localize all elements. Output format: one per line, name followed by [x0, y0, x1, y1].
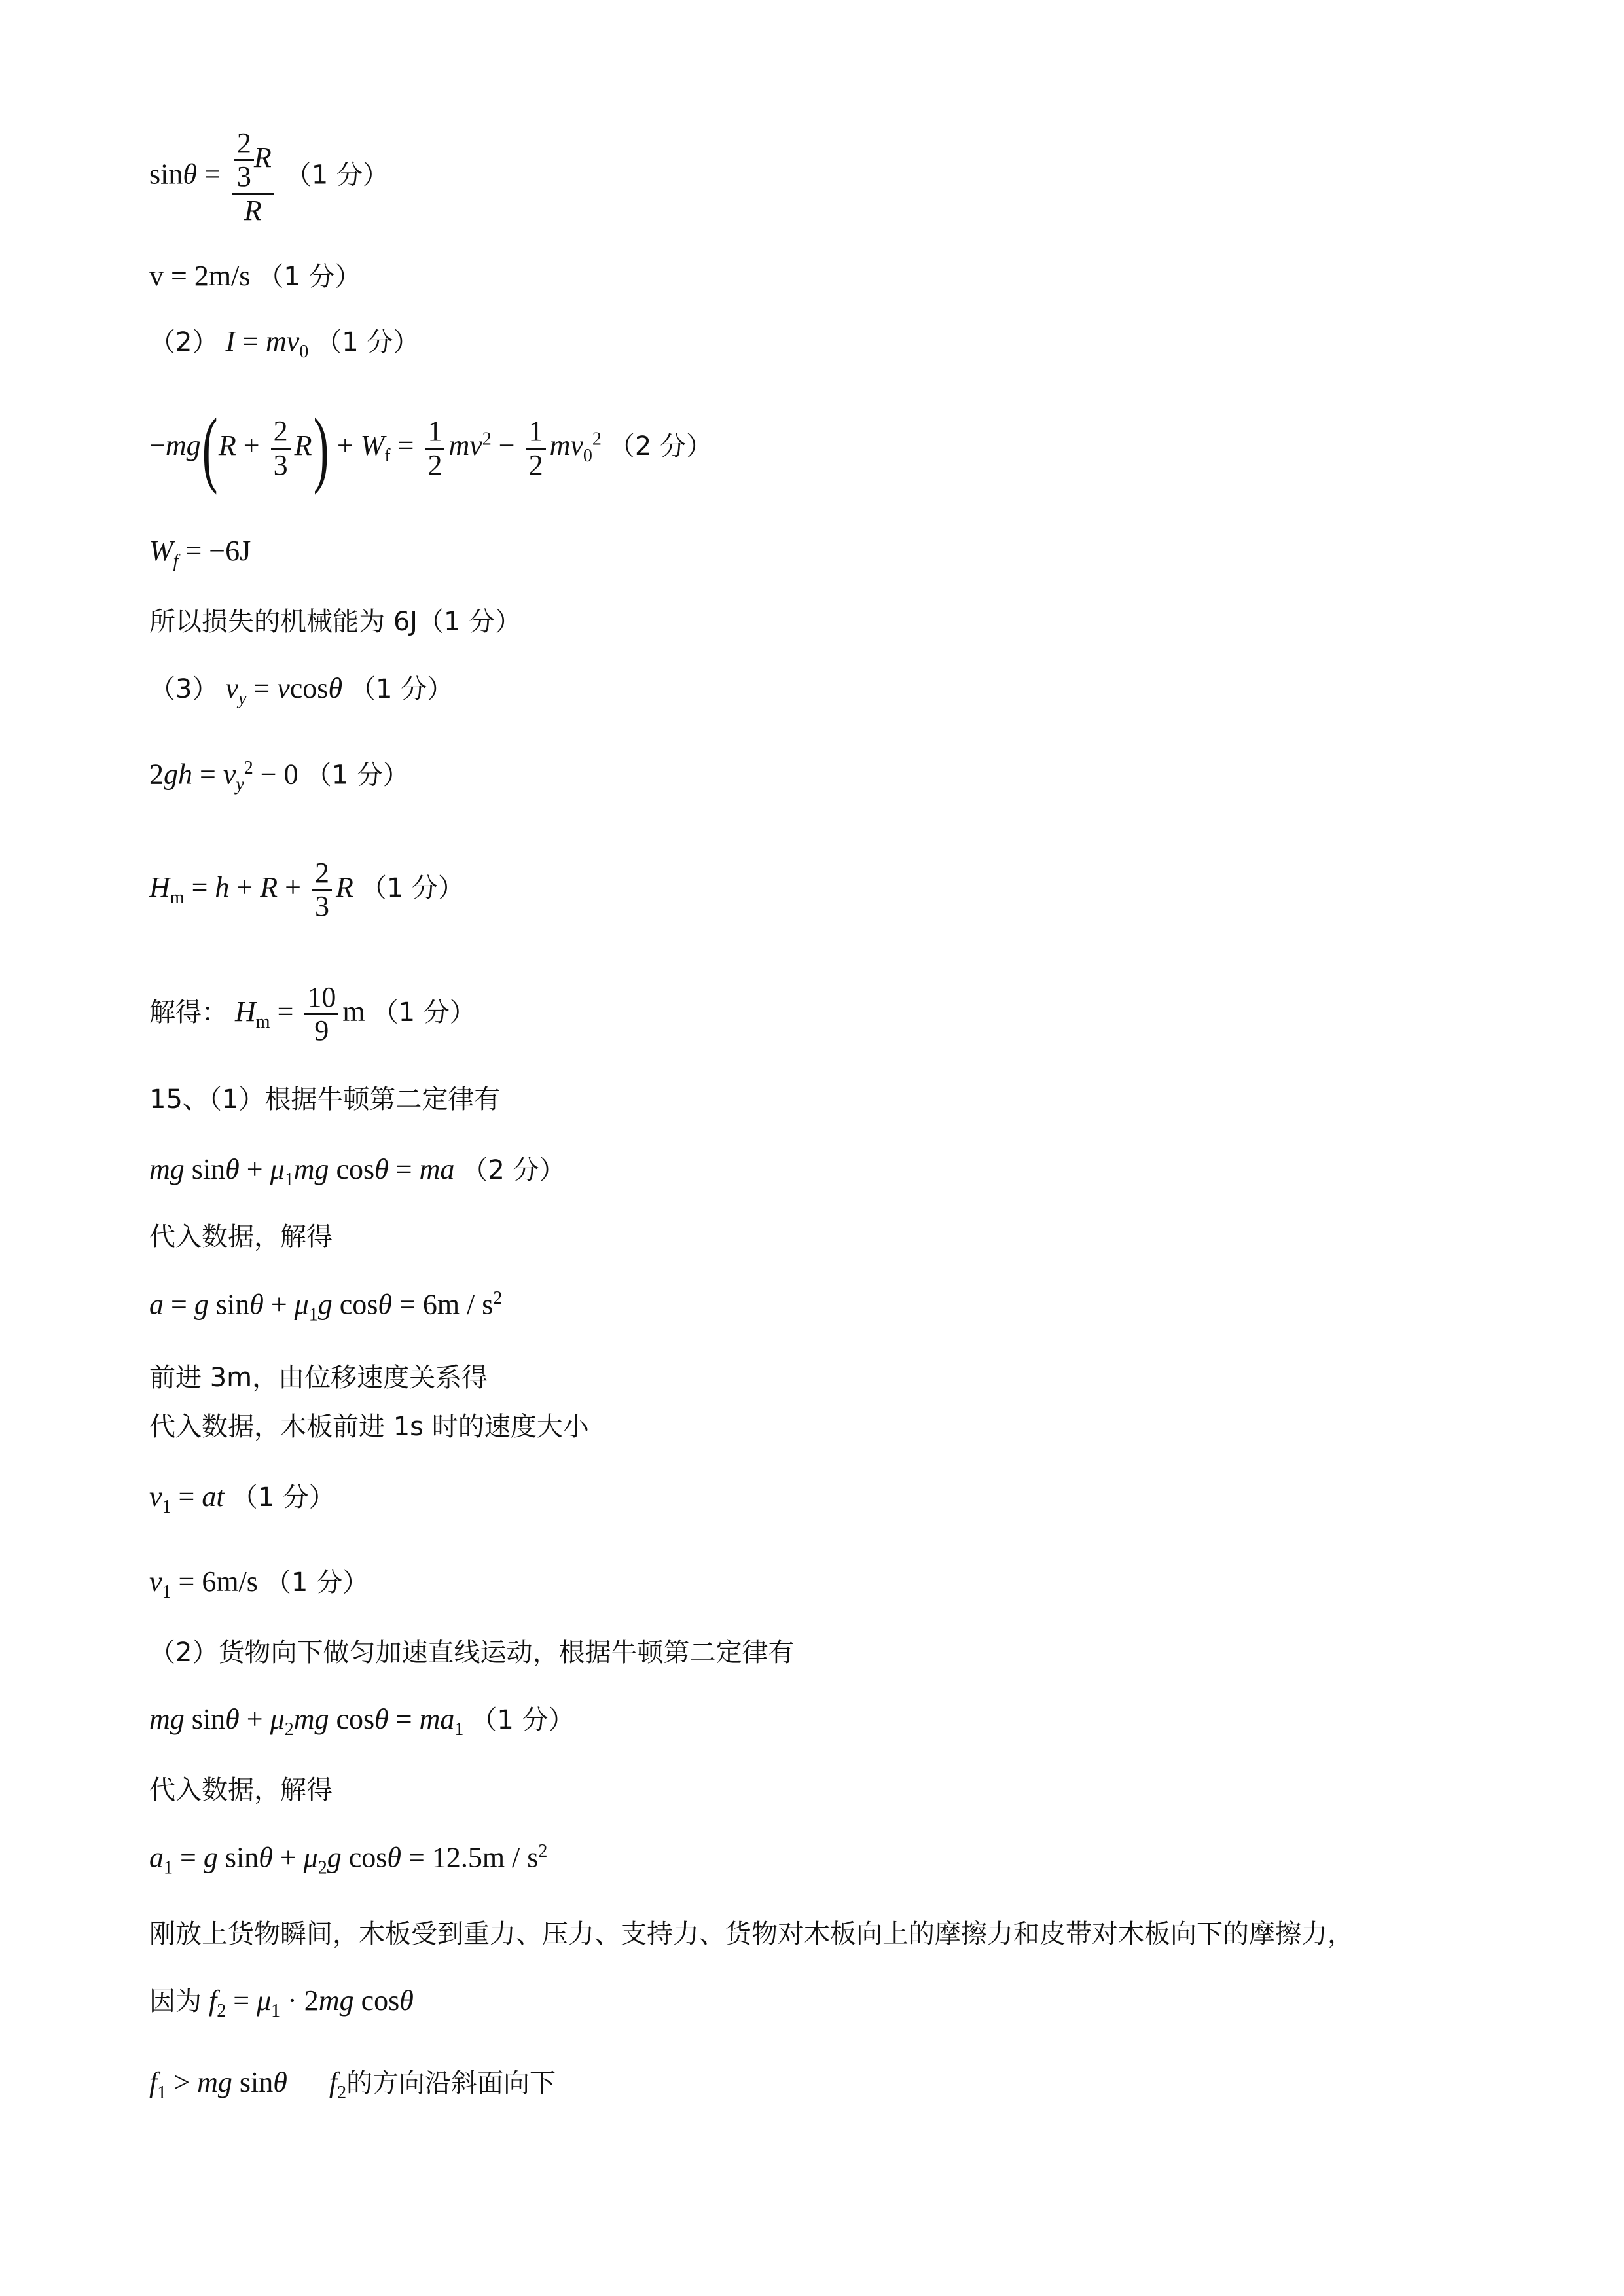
because-label: 因为	[149, 1986, 202, 2017]
score-label: （1 分）	[257, 262, 361, 292]
eq-height: $2gh = v_y^2 - 0$ （1 分）	[149, 758, 409, 795]
eq-work-friction: $W_f = -6J$	[149, 535, 251, 571]
eq-newton-1: mg $\sin\theta + \mu_1mg$ cosθ = ma （2 分）	[149, 1153, 566, 1190]
wf-value: = −6J	[185, 535, 251, 567]
q15-title: 15、（1）根据牛顿第二定律有	[149, 1085, 501, 1115]
eq-newton-2: mg $\sin\theta + \mu_2mg$ $\cos\theta = ma_1$ （1 分）	[149, 1703, 575, 1740]
substitute-text-2: 代入数据，解得	[149, 1775, 333, 1805]
forward-text: 前进 3m，由位移速度关系得	[149, 1363, 488, 1393]
v1-value: = 6m/s	[178, 1566, 258, 1598]
eq-hm: $H_m = h + R$ + $\frac{2}{3}$ R （1 分）	[149, 857, 464, 923]
score-label: （1 分）	[285, 160, 389, 190]
eq-energy: −mg(R + $\frac{2}{3}$ $R) + W_f$ = $\frac{1}{2}$ $mv^2$ − $\frac{1}{2}$ $mv_0^2$ （2 分）	[149, 401, 713, 495]
score-label: （1 分）	[264, 1568, 369, 1598]
eq-velocity	[149, 262, 361, 291]
board-speed-text: 代入数据，木板前进 1s 时的速度大小	[149, 1412, 589, 1442]
score-label: （1 分）	[372, 997, 476, 1028]
f2-direction-text: 的方向沿斜面向下	[346, 2068, 556, 2098]
eq-f1: $f_1$ > mg sinθ $f_2$的方向沿斜面向下	[149, 2066, 556, 2103]
a1-value: = 12.5m / s	[408, 1841, 539, 1874]
eq-v1-result: $v_1 = 6m/s$ （1 分）	[149, 1566, 369, 1602]
q15-part2: （2）货物向下做匀加速直线运动，根据牛顿第二定律有	[149, 1638, 795, 1668]
fraction: $\frac{2}{3}$ R R	[232, 128, 274, 226]
question-label: （3）	[149, 674, 219, 704]
hm-numerator: 10	[304, 982, 338, 1015]
acceleration-value: = 6m / s	[399, 1288, 494, 1321]
lost-energy-text: 所以损失的机械能为 6J（1 分）	[149, 607, 522, 637]
eq-a1: $a_1 = g$ $\sin\theta + \mu_2g$ $\cos\theta = 12.5m / s^2$	[149, 1841, 548, 1878]
eq-vy: （3） $v_y = vcos\theta$ （1 分）	[149, 672, 454, 709]
score-label: （1 分）	[350, 674, 454, 704]
score-label: （1 分）	[360, 872, 464, 903]
eq-f2: 因为 $f_2 = \mu_1 \cdot 2mg$ cosθ	[149, 1984, 414, 2021]
velocity-value: v = 2m/s	[149, 260, 251, 292]
question-label: （2）	[149, 327, 219, 357]
eq-acceleration: a = g $\sin\theta + \mu_1g$ $\cos\theta = 6m / s^2$	[149, 1288, 503, 1325]
eq-sin-theta: sinθ = $\frac{2}{3}$ R R （1 分）	[149, 127, 389, 226]
eq-v1: $v_1$ = at （1 分）	[149, 1480, 335, 1517]
hm-denominator: 9	[314, 1014, 329, 1047]
solve-label: 解得：	[149, 997, 228, 1028]
substitute-text: 代入数据，解得	[149, 1222, 333, 1252]
score-label: （1 分）	[305, 760, 409, 791]
score-label: （1 分）	[316, 327, 420, 357]
score-label: （2 分）	[608, 431, 713, 462]
eq-impulse: （2） $I = mv_0$ （1 分）	[149, 325, 420, 362]
score-label: （1 分）	[231, 1482, 335, 1513]
forces-text: 刚放上货物瞬间，木板受到重力、压力、支持力、货物对木板向上的摩擦力和皮带对木板向下的摩擦力，	[149, 1919, 1354, 1949]
score-label: （1 分）	[471, 1705, 575, 1735]
score-label: （2 分）	[461, 1155, 566, 1185]
eq-hm-result: 解得： $H_m$ = $\frac{10}{9}$ m （1 分）	[149, 981, 476, 1047]
